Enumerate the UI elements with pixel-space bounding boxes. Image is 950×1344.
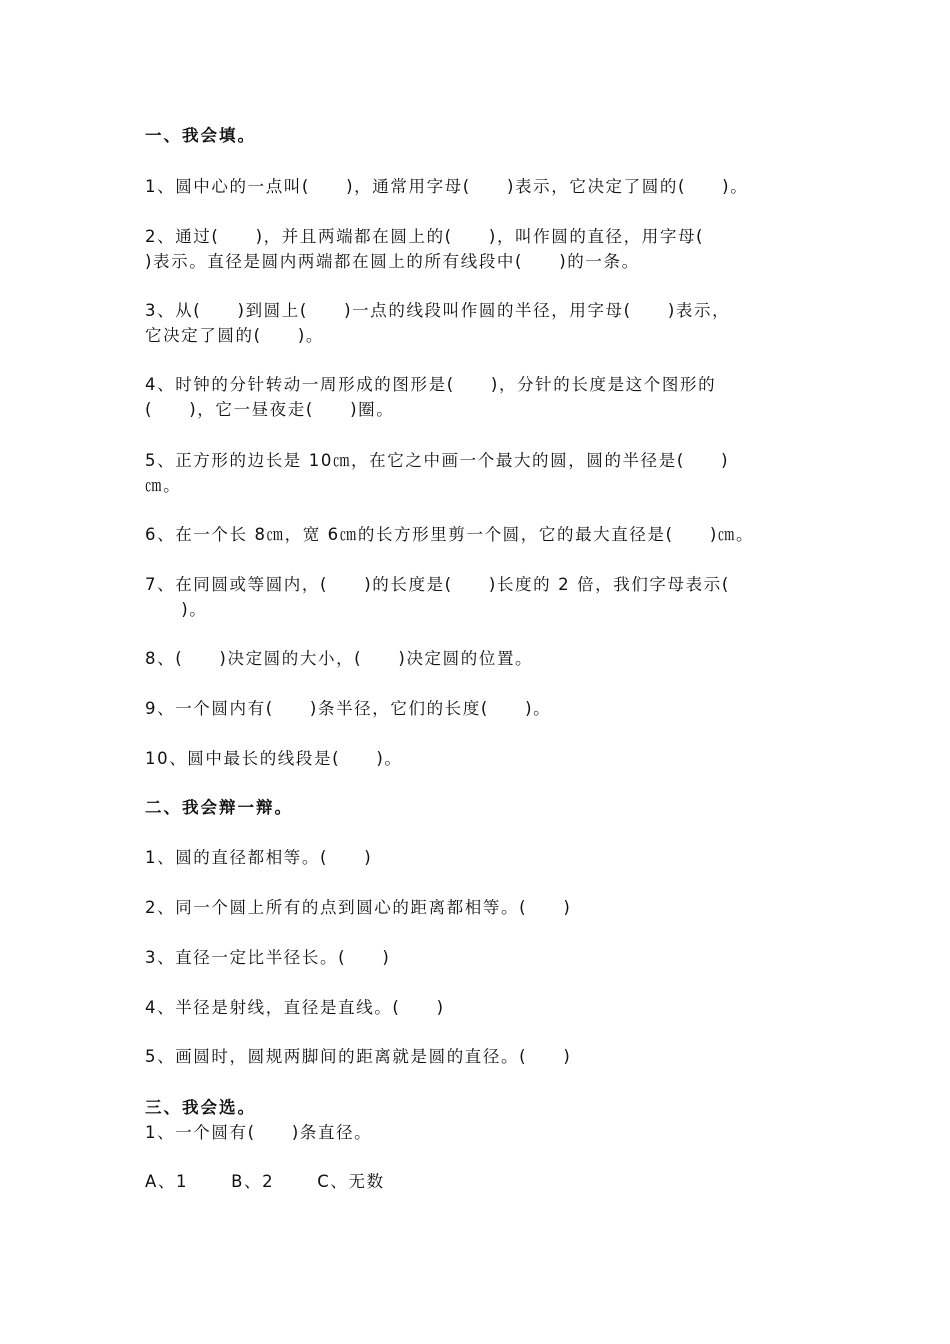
question-1-1: 1、圆中心的一点叫( )，通常用字母( )表示，它决定了圆的( )。	[145, 177, 749, 196]
question-1-7-line-2: )。	[145, 600, 208, 619]
question-1-5-line-1: 5、正方形的边长是 10㎝，在它之中画一个最大的圆，圆的半径是( )	[145, 451, 730, 470]
question-1-4-line-2: ( )，它一昼夜走( )圈。	[145, 400, 395, 419]
question-2-4: 4、半径是射线，直径是直线。( )	[145, 998, 445, 1017]
question-1-8: 8、( )决定圆的大小，( )决定圆的位置。	[145, 649, 534, 668]
question-1-2-line-1: 2、通过( )，并且两端都在圆上的( )，叫作圆的直径，用字母(	[145, 227, 705, 246]
question-2-2: 2、同一个圆上所有的点到圆心的距离都相等。( )	[145, 898, 572, 917]
section-heading-fill: 一、我会填。	[145, 126, 256, 145]
section-heading-choose: 三、我会选。	[145, 1098, 256, 1117]
question-1-10: 10、圆中最长的线段是( )。	[145, 749, 403, 768]
question-1-3-line-1: 3、从( )到圆上( )一点的线段叫作圆的半径，用字母( )表示，	[145, 301, 731, 320]
question-1-9: 9、一个圆内有( )条半径，它们的长度( )。	[145, 699, 552, 718]
question-3-1-options: A、1 B、2 C、无数	[145, 1172, 385, 1191]
question-1-5-line-2: ㎝。	[145, 476, 182, 495]
question-2-1: 1、圆的直径都相等。( )	[145, 848, 373, 867]
question-1-2-line-2: )表示。直径是圆内两端都在圆上的所有线段中( )的一条。	[145, 252, 640, 271]
question-1-4-line-1: 4、时钟的分针转动一周形成的图形是( )，分针的长度是这个图形的	[145, 375, 717, 394]
question-2-3: 3、直径一定比半径长。( )	[145, 948, 391, 967]
question-3-1: 1、一个圆有( )条直径。	[145, 1123, 373, 1142]
question-1-7-line-1: 7、在同圆或等圆内，( )的长度是( )长度的 2 倍，我们字母表示(	[145, 575, 730, 594]
question-1-6: 6、在一个长 8㎝，宽 6㎝的长方形里剪一个圆，它的最大直径是( )㎝。	[145, 525, 755, 544]
question-2-5: 5、画圆时，圆规两脚间的距离就是圆的直径。( )	[145, 1047, 572, 1066]
section-heading-judge: 二、我会辩一辩。	[145, 798, 293, 817]
question-1-3-line-2: 它决定了圆的( )。	[145, 326, 324, 345]
